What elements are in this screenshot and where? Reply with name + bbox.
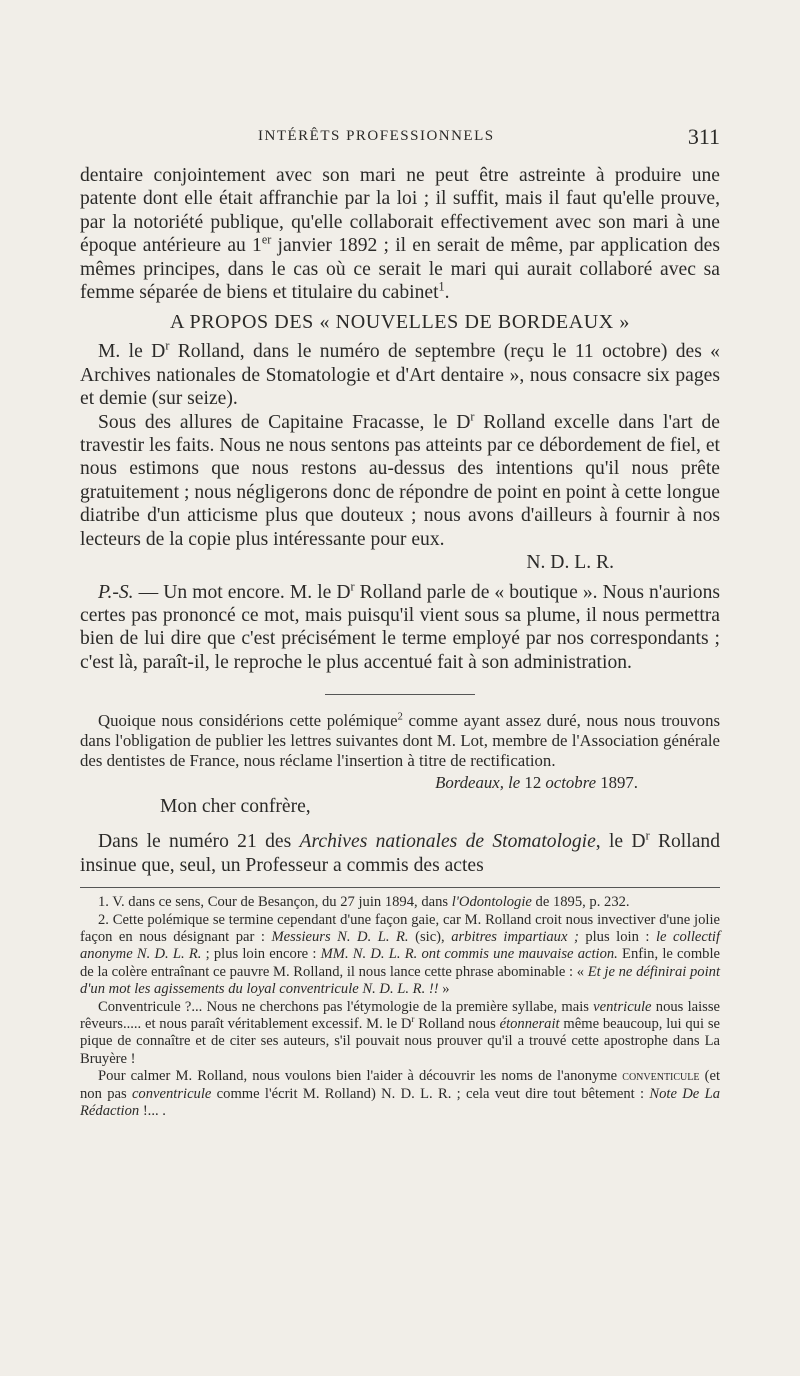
- text-span: , le D: [595, 831, 646, 853]
- text-span: 12: [520, 772, 546, 792]
- main-text: [80, 164, 720, 1120]
- text-span: 1897.: [596, 772, 638, 792]
- text-span: conventicule: [622, 1068, 700, 1085]
- paragraph-1: [80, 340, 720, 410]
- text-span: janvier 1892 ; il en serait de même, par application des mêmes principes, dans le cas où ce serait le mari qui aurait collaboré avec sa femme séparée de biens et titulaire du cabinet: [80, 235, 721, 304]
- text-span: !... .: [139, 1103, 166, 1119]
- separator-rule: [325, 694, 475, 695]
- footnote-ref-1: 1: [438, 279, 445, 294]
- footnote-ref-2: 2: [397, 711, 403, 723]
- footnote-1: [80, 894, 720, 911]
- text-span: Dans le numéro 21 des: [98, 831, 300, 853]
- text-span: le collectif anonyme N. D. L. R.: [80, 928, 720, 963]
- page-number: 311: [687, 124, 720, 149]
- text-span: 2. Cette polémique se termine cependant d'une façon gaie, car M. Rolland croit nous invectiver d'une jolie façon en nous désignant par :: [80, 911, 720, 945]
- text-span: de 1895, p. 232.: [531, 894, 630, 911]
- text-span: Pour calmer M. Rolland, nous voulons bien l'aider à découvrir les noms de l'anonyme: [98, 1068, 623, 1085]
- text-span: même beaucoup, lui qui se pique de connaître et de citer ses auteurs, s'il pouvait nous prouver qu'il a trouvé cette apostrophe dans La Bruyère !: [80, 1015, 720, 1067]
- letter-salutation: Mon cher confrère,: [160, 796, 311, 818]
- text-span: .: [444, 282, 450, 304]
- opening-paragraph: [80, 164, 720, 304]
- text-span: 1. V. dans ce sens, Cour de Besançon, du 27 juin 1894, dans: [98, 894, 452, 911]
- text-span: Enfin, le comble de la colère entraînant ce pauvre M. Rolland, il nous lance cette phrase abominable : «: [80, 946, 721, 980]
- text-span: ; plus loin encore :: [201, 946, 321, 963]
- superscript: er: [261, 232, 272, 247]
- text-span: conventricule: [131, 1085, 212, 1102]
- letter-body: [80, 830, 720, 877]
- text-span: comme l'écrit M. Rolland) N. D. L. R. ; cela veut dire tout bêtement :: [211, 1085, 650, 1102]
- text-span: dentaire conjointement avec son mari ne peut être astreinte à produire une patente dont elle était affranchie par la loi ; il suffit, mais il faut qu'elle prouve, par la notoriété publique, qu'elle collaborait effectivement avec son mari à une époque antérieure au 1: [80, 165, 720, 257]
- text-span: »: [438, 981, 450, 998]
- superscript: r: [411, 1014, 415, 1025]
- text-span: l'Odontologie: [451, 894, 532, 911]
- text-span: arbitres impartiaux ;: [451, 928, 579, 945]
- postscript-paragraph: [80, 578, 720, 675]
- editorial-signature: N. D. L. R.: [526, 552, 614, 574]
- footnote-2-conclusion: [80, 1068, 720, 1120]
- text-span: Rolland parle de « boutique ». Nous n'aurions certes pas prononcé ce mot, mais puisqu'il vient sous sa plume, il nous permettra bien de lui dire que c'est précisément le terme employé par nos correspondants ; c'est là, paraît-il, le reproche le plus accentué fait à son administration.: [80, 581, 720, 673]
- superscript: r: [470, 409, 475, 424]
- text-span: M. le D: [98, 341, 166, 363]
- text-span: (et non pas: [80, 1068, 721, 1102]
- text-span: — Un mot encore. M. le D: [133, 581, 351, 603]
- running-title: INTÉRÊTS PROFESSIONNELS: [258, 128, 495, 144]
- page-header: [80, 124, 720, 158]
- text-span: Rolland insinue que, seul, un Professeur a commis des actes: [80, 831, 720, 876]
- text-span: Rolland excelle dans l'art de travestir les faits. Nous ne nous sentons pas atteints par ce débordement de fiel, et nous estimons que nous restons au-dessus des intentions qu'il nous prête gratuitement ; nous négligerons donc de répondre de point en point à cette longue diatribe d'un atticisme plus que douteux ; nous avons d'ailleurs à fournir à nos lecteurs de la copie plus intéressante pour eux.: [80, 411, 720, 550]
- footnote-rule: [80, 887, 720, 888]
- text-span: Note De La Rédaction: [80, 1085, 720, 1119]
- text-span: plus loin :: [578, 928, 656, 945]
- footnote-2-continued: [80, 999, 720, 1069]
- letter-dateline: [80, 773, 720, 793]
- journal-title: Archives nationales de Stomatologie: [299, 831, 596, 853]
- section-title: A PROPOS DES « NOUVELLES DE BORDEAUX »: [169, 311, 631, 334]
- text-span: octobre: [545, 772, 597, 792]
- superscript: r: [350, 578, 355, 593]
- postscript-label: P.-S.: [98, 581, 134, 603]
- footnote-2: [80, 912, 720, 999]
- text-span: Messieurs N. D. L. R.: [271, 928, 409, 945]
- letter-intro: [80, 711, 720, 770]
- text-span: MM. N. D. L. R. ont commis une mauvaise action.: [320, 946, 618, 963]
- text-span: Et je ne définirai point d'un mot les agissements du loyal conventricule N. D. L. R. !!: [80, 963, 721, 998]
- text-span: Sous des allures de Capitaine Fracasse, le D: [98, 411, 471, 433]
- paragraph-2: [80, 411, 720, 551]
- text-span: Bordeaux, le: [435, 772, 521, 792]
- text-span: comme ayant assez duré, nous nous trouvons dans l'obligation de publier les lettres suivantes dont M. Lot, membre de l'Association générale des dentistes de France, nous réclame l'insertion à titre de rectification.: [80, 711, 720, 770]
- footnotes: [80, 894, 720, 1120]
- text-span: Rolland, dans le numéro de septembre (reçu le 11 octobre) des « Archives nationales de Stomatologie et d'Art dentaire », nous consacre six pages et demie (sur seize).: [80, 341, 720, 410]
- text-span: ventricule: [593, 998, 652, 1015]
- text-span: (sic),: [408, 928, 452, 945]
- superscript: r: [645, 828, 650, 843]
- text-span: étonnerait: [499, 1015, 560, 1032]
- text-span: nous laisse rêveurs..... et nous paraît véritablement excessif. M. le D: [80, 998, 720, 1032]
- text-span: Rolland nous: [414, 1015, 500, 1032]
- text-span: Conventricule ?... Nous ne cherchons pas l'étymologie de la première syllabe, mais: [98, 998, 594, 1015]
- superscript: r: [165, 338, 170, 353]
- text-span: Quoique nous considérions cette polémique: [98, 711, 398, 731]
